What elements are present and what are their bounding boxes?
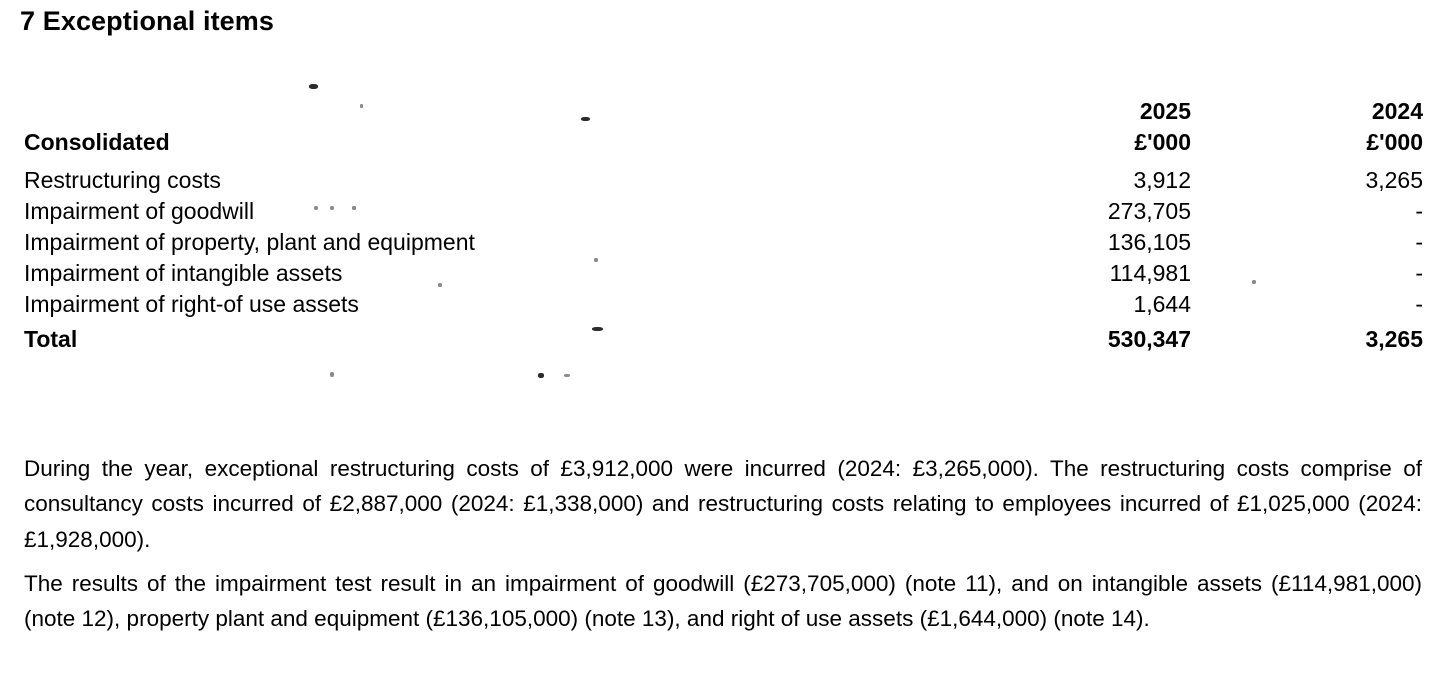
- row-label: Restructuring costs: [24, 167, 221, 193]
- table-header-years: [0, 96, 1436, 127]
- rule-segment: [0, 355, 1000, 359]
- paragraph-impairment-test: The results of the impairment test result in an impairment of goodwill (£273,705,000) (note 11), and on intangible assets (£114,981,000) (note 12), property plant and equipment (£136,105,000) (note 13), and right of use assets (£1,644,000) (note 14).: [24, 570, 1422, 631]
- total-value-2025: 530,347: [1107, 326, 1191, 352]
- header-unit-2025: £'000: [1134, 129, 1191, 155]
- scan-artifact-speck: [538, 373, 544, 378]
- paragraph-restructuring-costs: During the year, exceptional restructuring costs of £3,912,000 were incurred (2024: £3,265,000). The restructuring costs comprise of consultancy costs incurred of £2,887,000 (2024: £1,338,000) and restructuring costs relating to employees incurred of £1,025,000 (2024: £1,928,000).: [24, 455, 1422, 552]
- header-row-label: Consolidated: [24, 129, 170, 155]
- header-spacer: [0, 96, 1000, 127]
- row-value-2024: -: [1415, 198, 1423, 224]
- row-value-2024: -: [1415, 229, 1423, 255]
- page-title: 7 Exceptional items: [20, 6, 274, 36]
- rule-segment: [1198, 355, 1436, 359]
- exceptional-items-table: [0, 96, 1436, 359]
- table-header-units: [0, 127, 1436, 158]
- table-row: [0, 289, 1436, 320]
- row-value-2024: 3,265: [1365, 167, 1423, 193]
- total-label: Total: [24, 326, 78, 352]
- table-row: [0, 196, 1436, 227]
- rule-segment: [1000, 355, 1198, 359]
- row-label: Impairment of intangible assets: [24, 260, 343, 286]
- row-value-2025: 114,981: [1109, 260, 1191, 286]
- row-value-2024: -: [1415, 260, 1423, 286]
- header-year-2025: 2025: [1139, 98, 1191, 124]
- row-value-2024: -: [1415, 291, 1423, 317]
- table-row: [0, 161, 1436, 196]
- row-value-2025: 1,644: [1133, 291, 1191, 317]
- row-label: Impairment of property, plant and equipment: [24, 229, 475, 255]
- row-value-2025: 136,105: [1107, 229, 1191, 255]
- scan-artifact-speck: [309, 84, 318, 89]
- table-row: [0, 258, 1436, 289]
- table-row: [0, 227, 1436, 258]
- scan-artifact-speck: [330, 372, 334, 377]
- scan-artifact-speck: [564, 374, 570, 377]
- row-value-2025: 273,705: [1107, 198, 1191, 224]
- row-value-2025: 3,912: [1133, 167, 1191, 193]
- row-label: Impairment of goodwill: [24, 198, 255, 224]
- row-label: Impairment of right-of use assets: [24, 291, 359, 317]
- table-total-row: [0, 323, 1436, 355]
- table-rule-double-bottom: [0, 355, 1436, 359]
- header-unit-2024: £'000: [1366, 129, 1423, 155]
- total-value-2024: 3,265: [1365, 326, 1423, 352]
- exceptional-items-table-wrapper: [0, 96, 1436, 359]
- header-year-2024: 2024: [1371, 98, 1423, 124]
